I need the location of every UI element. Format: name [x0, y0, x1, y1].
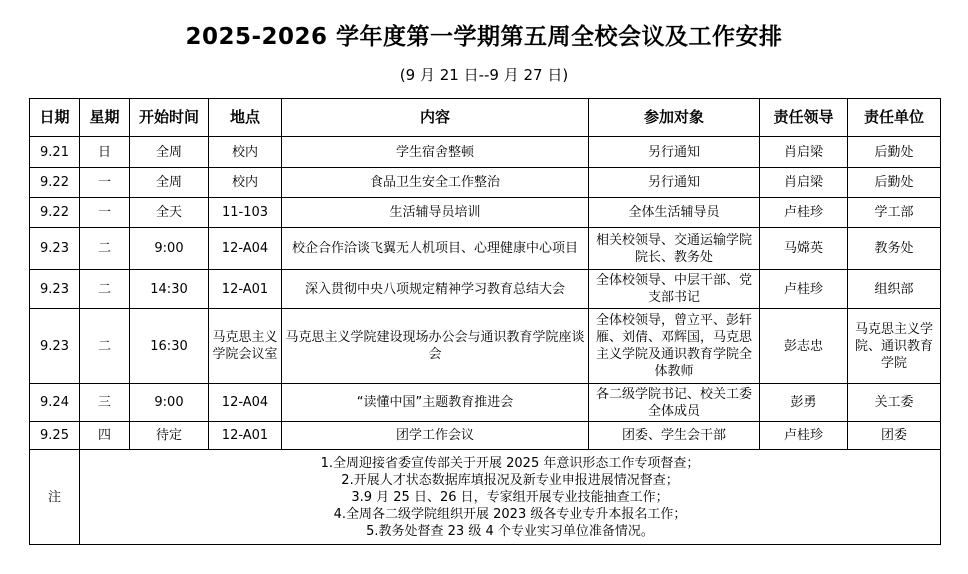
cell-leader: 卢桂珍 — [760, 270, 848, 309]
notes-row — [30, 450, 941, 545]
note-item: 5.教务处督查 23 级 4 个专业实习单位准备情况。 — [366, 523, 654, 539]
cell-weekday: 二 — [80, 309, 130, 384]
cell-participants: 全体生活辅导员 — [589, 198, 760, 228]
header-date: 日期 — [30, 99, 80, 137]
cell-location: 马克思主义学院会议室 — [209, 309, 282, 384]
table-row — [30, 309, 941, 384]
cell-weekday: 二 — [80, 228, 130, 270]
notes-label: 注 — [30, 450, 80, 545]
cell-leader: 肖启梁 — [760, 137, 848, 168]
cell-time: 全周 — [130, 137, 209, 168]
cell-location: 12-A04 — [209, 228, 282, 270]
table-row — [30, 384, 941, 422]
cell-location: 12-A01 — [209, 270, 282, 309]
table-row — [30, 137, 941, 168]
cell-weekday: 日 — [80, 137, 130, 168]
table-row — [30, 168, 941, 198]
note-item: 2.开展人才状态数据库填报况及新专业申报进展情况督查； — [341, 472, 679, 488]
cell-time: 待定 — [130, 422, 209, 450]
cell-weekday: 二 — [80, 270, 130, 309]
cell-time: 全天 — [130, 198, 209, 228]
cell-leader: 肖启梁 — [760, 168, 848, 198]
table-row — [30, 422, 941, 450]
cell-content: 食品卫生安全工作整治 — [282, 168, 589, 198]
note-item: 3.9 月 25 日、26 日，专家组开展专业技能抽查工作； — [351, 489, 669, 505]
cell-content: 学生宿舍整顿 — [282, 137, 589, 168]
cell-date: 9.22 — [30, 168, 80, 198]
cell-participants: 全体校领导、中层干部、党支部书记 — [589, 270, 760, 309]
cell-content: 马克思主义学院建设现场办公会与通识教育学院座谈会 — [282, 309, 589, 384]
cell-content: “读懂中国”主题教育推进会 — [282, 384, 589, 422]
table-row — [30, 270, 941, 309]
cell-location: 12-A01 — [209, 422, 282, 450]
cell-participants: 另行通知 — [589, 137, 760, 168]
cell-participants: 相关校领导、交通运输学院院长、教务处 — [589, 228, 760, 270]
cell-unit: 后勤处 — [848, 168, 941, 198]
header-participants: 参加对象 — [589, 99, 760, 137]
cell-leader: 彭勇 — [760, 384, 848, 422]
cell-weekday: 四 — [80, 422, 130, 450]
cell-leader: 卢桂珍 — [760, 198, 848, 228]
header-leader: 责任领导 — [760, 99, 848, 137]
cell-content: 校企合作洽谈飞翼无人机项目、心理健康中心项目 — [282, 228, 589, 270]
cell-weekday: 三 — [80, 384, 130, 422]
cell-content: 生活辅导员培训 — [282, 198, 589, 228]
cell-content: 团学工作会议 — [282, 422, 589, 450]
header-location: 地点 — [209, 99, 282, 137]
cell-unit: 马克思主义学院、通识教育学院 — [848, 309, 941, 384]
cell-time: 9:00 — [130, 384, 209, 422]
cell-weekday: 一 — [80, 168, 130, 198]
cell-participants: 全体校领导，曾立平、彭轩雁、刘倩、邓辉国，马克思主义学院及通识教育学院全体教师 — [589, 309, 760, 384]
cell-date: 9.23 — [30, 228, 80, 270]
cell-time: 16:30 — [130, 309, 209, 384]
cell-weekday: 一 — [80, 198, 130, 228]
cell-unit: 后勤处 — [848, 137, 941, 168]
cell-date: 9.23 — [30, 270, 80, 309]
note-item: 4.全周各二级学院组织开展 2023 级各专业专升本报名工作； — [333, 506, 687, 522]
cell-date: 9.25 — [30, 422, 80, 450]
table-header-row — [30, 99, 941, 137]
cell-location: 12-A04 — [209, 384, 282, 422]
header-weekday: 星期 — [80, 99, 130, 137]
cell-date: 9.22 — [30, 198, 80, 228]
cell-time: 9:00 — [130, 228, 209, 270]
cell-participants: 各二级学院书记、校关工委全体成员 — [589, 384, 760, 422]
cell-content: 深入贯彻中央八项规定精神学习教育总结大会 — [282, 270, 589, 309]
cell-time: 全周 — [130, 168, 209, 198]
date-range-subtitle: (9 月 21 日--9 月 27 日) — [399, 66, 569, 84]
cell-leader: 彭志忠 — [760, 309, 848, 384]
table-row — [30, 228, 941, 270]
schedule-table — [29, 98, 941, 545]
notes-list — [80, 450, 941, 545]
cell-participants: 另行通知 — [589, 168, 760, 198]
cell-participants: 团委、学生会干部 — [589, 422, 760, 450]
document-title: 2025-2026 学年度第一学期第五周全校会议及工作安排 — [185, 24, 783, 50]
cell-leader: 马嫦英 — [760, 228, 848, 270]
cell-location: 校内 — [209, 168, 282, 198]
cell-time: 14:30 — [130, 270, 209, 309]
header-unit: 责任单位 — [848, 99, 941, 137]
cell-unit: 团委 — [848, 422, 941, 450]
cell-date: 9.21 — [30, 137, 80, 168]
cell-unit: 学工部 — [848, 198, 941, 228]
table-row — [30, 198, 941, 228]
cell-unit: 教务处 — [848, 228, 941, 270]
header-content: 内容 — [282, 99, 589, 137]
cell-date: 9.23 — [30, 309, 80, 384]
header-start-time: 开始时间 — [130, 99, 209, 137]
cell-unit: 关工委 — [848, 384, 941, 422]
cell-location: 11-103 — [209, 198, 282, 228]
cell-unit: 组织部 — [848, 270, 941, 309]
cell-date: 9.24 — [30, 384, 80, 422]
cell-leader: 卢桂珍 — [760, 422, 848, 450]
cell-location: 校内 — [209, 137, 282, 168]
note-item: 1.全周迎接省委宣传部关于开展 2025 年意识形态工作专项督查； — [320, 455, 700, 471]
